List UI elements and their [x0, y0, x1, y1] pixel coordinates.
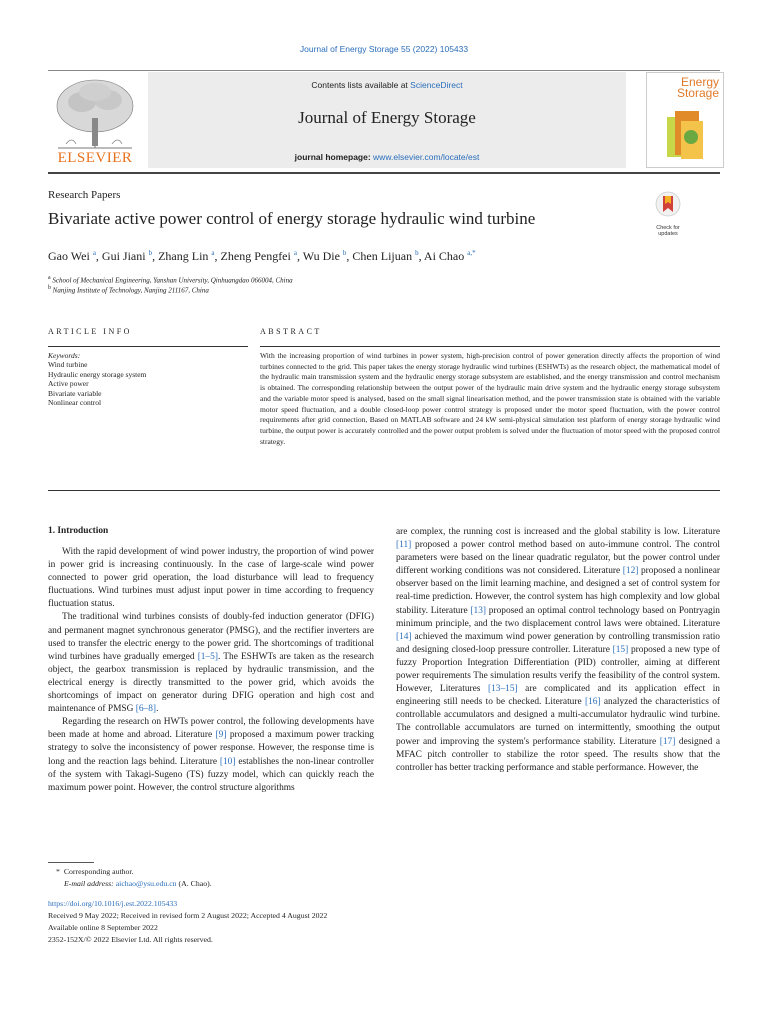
- email-link[interactable]: aichao@ysu.edu.cn: [115, 879, 177, 888]
- text-run: establishes the non-linear controller of the system with Takagi-Sugeno (TS) fuzzy model, which can quickly reach the maximum power point. However, the control structure algorithms: [48, 756, 375, 793]
- author-affiliation-marker[interactable]: b: [342, 249, 347, 257]
- introduction-heading: 1. Introduction: [48, 526, 109, 536]
- body-column-right: [396, 526, 720, 775]
- citation-link[interactable]: [10]: [219, 756, 236, 767]
- badge-label: Check for updates: [656, 225, 680, 237]
- citation-link[interactable]: [6–8]: [135, 704, 157, 715]
- citation-link[interactable]: [9]: [215, 730, 227, 741]
- article-info-rule: [48, 346, 248, 347]
- email-label: E-mail address:: [64, 879, 114, 888]
- article-section-type: Research Papers: [48, 189, 121, 201]
- citation-link[interactable]: [1–5]: [197, 651, 218, 662]
- publisher-wordmark: ELSEVIER: [57, 150, 133, 166]
- citation-link[interactable]: [17]: [659, 736, 676, 747]
- journal-title: Journal of Energy Storage: [298, 108, 476, 127]
- header-bottom-rule: [48, 172, 720, 174]
- author-list: Gao Wei $^a$, Gui Jiani $^b$, Zhang Lin $^a$, Zheng Pengfei $^a$, Wu Die $^b$, Chen Lijuan $^b$, Ai Chao $^{a,*}$: [48, 249, 476, 263]
- author-affiliation-marker[interactable]: b: [415, 249, 419, 257]
- abstract-bottom-rule: [48, 490, 720, 491]
- homepage-link[interactable]: www.elsevier.com/locate/est: [373, 152, 480, 162]
- paragraph: [48, 611, 374, 716]
- email-suffix: (A. Chao).: [176, 879, 212, 888]
- keywords-label: Keywords:: [48, 351, 81, 360]
- footnote-text: Corresponding author.: [63, 867, 134, 876]
- paragraph: With the rapid development of wind power industry, the proportion of wind power in power grid is increasing continuously. In the case of large-scale wind power connected to power grid operation, the load disturbance will lead to frequency fluctuations. Wind turbines must adjust input power in time according to frequency fluctuation status.: [48, 547, 374, 610]
- cover-title-line-1: Energy: [680, 75, 719, 89]
- cover-image: [661, 107, 711, 163]
- citation-link[interactable]: [12]: [622, 566, 639, 577]
- affiliation-marker: a: [48, 275, 51, 281]
- text-run: designed a MFAC pitch controller to stabilize the rotor speed. The results show that the controller has better tracking performance and stable performance. However, the: [396, 736, 720, 773]
- citation-link[interactable]: [14]: [396, 631, 412, 642]
- citation-link[interactable]: [11]: [396, 540, 412, 551]
- article-title: Bivariate active power control of energy storage hydraulic wind turbine: [48, 209, 536, 228]
- citation-link[interactable]: [13–15]: [487, 684, 518, 695]
- text-run: proposed a new type of fuzzy Proportion Integration Differentiation (PID) controller, aiming at different power requirements The simulation results verify the feasibility of the control system. However, Literatures: [396, 644, 720, 695]
- top-rule: [48, 70, 720, 71]
- bookmark-icon: [648, 190, 688, 220]
- author-name[interactable]: Zheng Pengfei: [220, 249, 291, 263]
- keyword-item: Nonlinear control: [48, 398, 102, 408]
- contents-prefix: Contents lists available at: [311, 80, 411, 90]
- cover-title-line-2: Storage: [676, 86, 719, 100]
- text-run: proposed a nonlinear observer based on the limit learning machine, and designed a set of control system for real-time prediction. However, the control system has high complexity and low global stability. Literature: [396, 566, 720, 616]
- author-name[interactable]: Wu Die: [302, 249, 340, 263]
- text-run: proposed an optimal control technology based on Pontryagin minimum principle, and the two displacement control laws were obtained. Literature: [396, 605, 720, 629]
- author-name[interactable]: Chen Lijuan: [352, 249, 413, 263]
- author-affiliation-marker[interactable]: b: [148, 249, 153, 257]
- abstract-text: With the increasing proportion of wind turbines in power system, high-precision control of power generation directly affects the proportion of wind turbines connected to the grid. This paper takes the energy storage hydraulic wind turbines (ESHWTs) as the research object, the mathematical model of the hydraulic main transmission system and the hydraulic energy storage subsystem are established, and the energy transmission and control mechanism is obtained. The corresponding relationship between the output power of the hydraulic main drive system and the hydraulic energy storage subsystem and the variable motor speed is analysed, based on the small signal linearisation method, and the power transmission state is obtained with the variable motor speed fluctuation, and a double closed-loop power control strategy is proposed under the motor speed fluctuation, with the power control requirements after grid connection, Based on MATLAB software and 24 kW semi-physical simulation test platform of energy storage hydraulic wind turbine, the output power is accurately controlled and the power output problem is solved under the fluctuation of motor speed with the proposed control strategy.: [260, 351, 720, 446]
- abstract-rule: [260, 346, 720, 347]
- affiliation-text: Nanjing Institute of Technology, Nanjing 211167, China: [52, 286, 209, 295]
- affiliation-a: [48, 275, 293, 284]
- journal-citation[interactable]: Journal of Energy Storage 55 (2022) 105433: [299, 44, 469, 54]
- text-run: . The ESHWTs are taken as the research object, the gearbox transmission is replaced by hydraulic transmission, and the electrical energy is directly transmitted to the power grid, which avoids the shortcomings of impact on generator during DFIG operation and high cost and maintenance of PMSG: [48, 651, 374, 715]
- author-affiliation-marker[interactable]: a: [211, 249, 215, 257]
- author-affiliation-marker[interactable]: a: [293, 249, 297, 257]
- cover-title: [647, 77, 719, 99]
- abstract-heading: ABSTRACT: [260, 327, 322, 336]
- received-dates: Received 9 May 2022; Received in revised form 2 August 2022; Accepted 4 August 2022: [48, 911, 328, 920]
- corresponding-author-note: [56, 866, 134, 877]
- affiliation-b: [48, 285, 209, 294]
- author-affiliation-marker[interactable]: a: [92, 249, 96, 257]
- keyword-item: Hydraulic energy storage system: [48, 369, 147, 379]
- author-name[interactable]: Zhang Lin: [158, 249, 209, 263]
- text-run: .: [156, 704, 159, 715]
- homepage-label: journal homepage:: [294, 152, 374, 162]
- author-name[interactable]: Ai Chao: [423, 249, 465, 263]
- affiliation-text: School of Mechanical Engineering, Yanshan University, Qinhuangdao 066004, China: [52, 276, 293, 285]
- footnote-marker: *: [56, 867, 60, 876]
- doi-link[interactable]: https://doi.org/10.1016/j.est.2022.105433: [48, 899, 178, 908]
- copyright-line: 2352-152X/© 2022 Elsevier Ltd. All rights reserved.: [48, 935, 213, 944]
- text-run: are complicated and its application effect in engineering still needs to be checked. Literature: [396, 684, 720, 708]
- affiliation-marker: b: [48, 285, 51, 291]
- footnote-rule: [48, 862, 94, 863]
- keyword-item: Wind turbine: [48, 360, 88, 370]
- author-affiliation-marker[interactable]: a,*: [467, 249, 476, 257]
- keywords-block: [48, 351, 146, 407]
- check-for-updates-badge[interactable]: [648, 190, 688, 237]
- journal-cover-thumbnail[interactable]: [646, 72, 724, 168]
- text-run: analyzed the characteristics of controllable accumulators and designed a multi-accumulator hydraulic wind turbine. The controllable accumulators are turned on intermittently, smoothing the output power and improving the system's performance stability. Literature: [396, 697, 721, 747]
- email-note: [64, 878, 212, 889]
- contents-line: [148, 80, 626, 90]
- paragraph: [396, 526, 720, 775]
- text-run: Regarding the research on HWTs power control, the following developments have been made at home and abroad. Literature: [48, 717, 374, 741]
- article-info-heading: ARTICLE INFO: [48, 327, 132, 336]
- author-name[interactable]: Gao Wei: [48, 249, 90, 263]
- body-column-left: [48, 546, 374, 795]
- keyword-item: Bivariate variable: [48, 388, 102, 398]
- text-run: proposed a maximum power tracking strategy to solve the inconsistency of power response. However, the response time is long and the reaction lags behind. Literature: [48, 730, 374, 767]
- sciencedirect-link[interactable]: ScienceDirect: [410, 80, 463, 90]
- text-run: The traditional wind turbines consists of doubly-fed induction generator (DFIG) and permanent magnet synchronous generator (PMSG), and the rectifier inverters are used to transfer the electric energy to the power grid. The shortcomings of traditional wind turbines have gradually emerged: [48, 612, 374, 662]
- journal-homepage: [148, 152, 626, 162]
- text-run: proposed a power control method based on auto-immune control. The control parameters were based on the linear quadratic regulator, but the power control under different working conditions was not considered. Literature: [396, 540, 720, 577]
- text-run: are complex, the running cost is increased and the global stability is low. Literature: [396, 527, 720, 537]
- text-run: achieved the maximum wind power generation by controlling transmission ratio and designing closed-loop pressure controller. Literature: [396, 631, 720, 655]
- keyword-item: Active power: [48, 379, 89, 389]
- citation-link[interactable]: [16]: [584, 697, 601, 708]
- paragraph: [48, 716, 374, 795]
- citation-link[interactable]: [15]: [612, 644, 629, 655]
- author-name[interactable]: Gui Jiani: [101, 249, 146, 263]
- doi-line: [48, 898, 177, 909]
- online-date: Available online 8 September 2022: [48, 923, 158, 932]
- citation-link[interactable]: [13]: [470, 605, 487, 616]
